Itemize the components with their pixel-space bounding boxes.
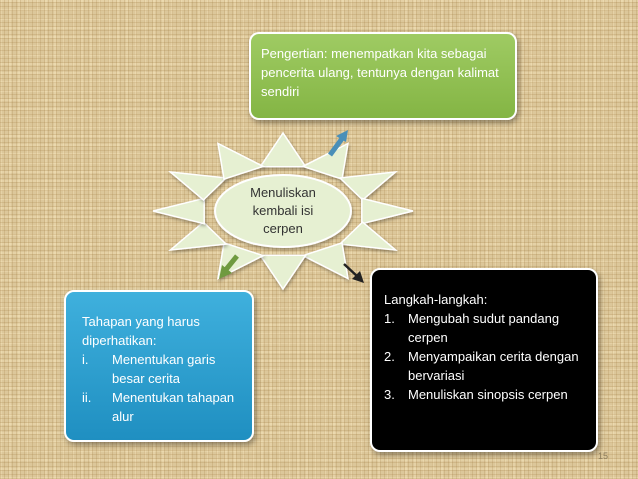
list-text: Menuliskan sinopsis cerpen (408, 387, 568, 402)
list-text: Menyampaikan cerita dengan bervariasi (408, 349, 579, 383)
center-label-line: kembali isi (252, 203, 314, 218)
steps-box (370, 268, 598, 452)
sun-ray (153, 198, 204, 223)
list-marker: 1. (384, 311, 395, 326)
list-marker: ii. (82, 390, 92, 405)
list-text: Menentukan garis besar cerita (112, 352, 216, 386)
sun-ray (303, 144, 348, 180)
list-marker: 3. (384, 387, 395, 402)
sun-ray (260, 133, 305, 167)
list-marker: i. (82, 352, 89, 367)
stages-list (82, 350, 246, 426)
stages-heading: Tahapan yang harus diperhatikan: (82, 314, 200, 348)
list-item (384, 309, 588, 347)
steps-list (384, 309, 588, 404)
sun-ray (260, 255, 305, 289)
sun-ray (218, 144, 263, 180)
list-item (82, 388, 246, 426)
list-marker: 2. (384, 349, 395, 364)
list-text: Mengubah sudut pandang cerpen (408, 311, 560, 345)
center-label-line: cerpen (263, 221, 303, 236)
definition-box (249, 32, 517, 120)
stages-box (64, 290, 254, 442)
page-number: 15 (597, 451, 608, 461)
sun-ray (303, 243, 348, 279)
center-label (214, 176, 352, 246)
list-text: Menentukan tahapan alur (112, 390, 235, 424)
sun-ray (362, 198, 413, 223)
list-item (82, 350, 246, 388)
definition-text: Pengertian: menempatkan kita sebagai pencerita ulang, tentunya dengan kalimat sendiri (261, 46, 499, 99)
list-item (384, 347, 588, 385)
steps-heading: Langkah-langkah: (384, 292, 488, 307)
center-label-line: Menuliskan (250, 185, 316, 200)
list-item (384, 385, 588, 404)
